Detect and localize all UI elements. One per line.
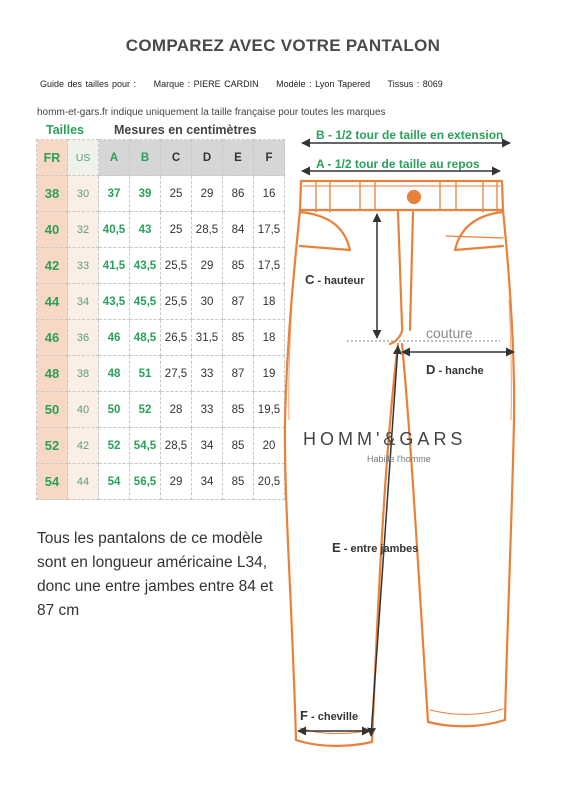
- cell-us: 38: [68, 356, 99, 392]
- cell-e: 84: [223, 212, 254, 248]
- cell-c: 28: [161, 392, 192, 428]
- cell-us: 42: [68, 428, 99, 464]
- cell-a: 40,5: [99, 212, 130, 248]
- cell-fr: 46: [37, 320, 68, 356]
- header-d: D: [192, 140, 223, 176]
- cell-b: 54,5: [130, 428, 161, 464]
- cell-a: 37: [99, 176, 130, 212]
- cell-a: 54: [99, 464, 130, 500]
- cell-f: 20,5: [254, 464, 285, 500]
- e-letter: E: [332, 540, 341, 555]
- cell-b: 45,5: [130, 284, 161, 320]
- cell-c: 25,5: [161, 284, 192, 320]
- header-c: C: [161, 140, 192, 176]
- cell-e: 87: [223, 284, 254, 320]
- c-text: - hauteur: [314, 275, 365, 287]
- cell-f: 17,5: [254, 212, 285, 248]
- mesures-heading: Mesures en centimètres: [114, 123, 257, 137]
- cell-fr: 44: [37, 284, 68, 320]
- cell-b: 52: [130, 392, 161, 428]
- cell-d: 28,5: [192, 212, 223, 248]
- cell-e: 85: [223, 428, 254, 464]
- e-label: [332, 540, 418, 555]
- cell-f: 18: [254, 320, 285, 356]
- cell-c: 29: [161, 464, 192, 500]
- length-note: Tous les pantalons de ce modèle sont en longueur américaine L34, donc une entre jambes entre 84 et 87 cm: [37, 530, 274, 619]
- cell-us: 32: [68, 212, 99, 248]
- cell-fr: 54: [37, 464, 68, 500]
- d-text: - hanche: [435, 365, 484, 377]
- cell-e: 86: [223, 176, 254, 212]
- cell-us: 30: [68, 176, 99, 212]
- f-letter: F: [300, 708, 308, 723]
- cell-d: 34: [192, 428, 223, 464]
- sizing-note: homm-et-gars.fr indique uniquement la taille française pour toutes les marques: [37, 107, 386, 118]
- cell-d: 33: [192, 392, 223, 428]
- cell-e: 85: [223, 320, 254, 356]
- cell-f: 19,5: [254, 392, 285, 428]
- header-us: US: [68, 140, 99, 176]
- cell-c: 25,5: [161, 248, 192, 284]
- d-label: [426, 362, 484, 377]
- cell-fr: 48: [37, 356, 68, 392]
- cell-fr: 42: [37, 248, 68, 284]
- header-fr: FR: [37, 140, 68, 176]
- guide-brand: Marque : PIERE CARDIN: [153, 79, 259, 89]
- cell-f: 16: [254, 176, 285, 212]
- cell-d: 34: [192, 464, 223, 500]
- cell-d: 33: [192, 356, 223, 392]
- header-e: E: [223, 140, 254, 176]
- cell-c: 27,5: [161, 356, 192, 392]
- cell-b: 43,5: [130, 248, 161, 284]
- cell-fr: 38: [37, 176, 68, 212]
- f-text: - cheville: [307, 711, 359, 723]
- cell-us: 34: [68, 284, 99, 320]
- cell-c: 25: [161, 176, 192, 212]
- cell-fr: 52: [37, 428, 68, 464]
- cell-d: 30: [192, 284, 223, 320]
- cell-d: 29: [192, 176, 223, 212]
- d-letter: D: [426, 362, 436, 377]
- brand-tagline: Habille l'homme: [367, 454, 431, 464]
- b-label: B - 1/2 tour de taille en extension: [316, 128, 504, 142]
- e-text: - entre jambes: [340, 543, 419, 555]
- cell-f: 18: [254, 284, 285, 320]
- brand-logo-text: HOMM'&GARS: [303, 429, 467, 449]
- cell-e: 85: [223, 464, 254, 500]
- guide-model: Modèle : Lyon Tapered: [276, 79, 371, 89]
- f-label: [300, 708, 358, 723]
- cell-c: 28,5: [161, 428, 192, 464]
- cell-us: 33: [68, 248, 99, 284]
- cell-b: 56,5: [130, 464, 161, 500]
- cell-b: 39: [130, 176, 161, 212]
- cell-f: 19: [254, 356, 285, 392]
- a-label: A - 1/2 tour de taille au repos: [316, 157, 480, 171]
- cell-us: 36: [68, 320, 99, 356]
- cell-a: 52: [99, 428, 130, 464]
- cell-e: 85: [223, 392, 254, 428]
- cell-b: 51: [130, 356, 161, 392]
- cell-e: 85: [223, 248, 254, 284]
- cell-f: 20: [254, 428, 285, 464]
- cell-d: 29: [192, 248, 223, 284]
- cell-us: 40: [68, 392, 99, 428]
- c-label: [305, 272, 365, 287]
- cell-a: 50: [99, 392, 130, 428]
- cell-a: 46: [99, 320, 130, 356]
- cell-fr: 40: [37, 212, 68, 248]
- header-b: B: [130, 140, 161, 176]
- couture-label: couture: [426, 325, 473, 341]
- cell-us: 44: [68, 464, 99, 500]
- cell-fr: 50: [37, 392, 68, 428]
- cell-a: 48: [99, 356, 130, 392]
- cell-a: 43,5: [99, 284, 130, 320]
- header-f: F: [254, 140, 285, 176]
- cell-c: 25: [161, 212, 192, 248]
- cell-c: 26,5: [161, 320, 192, 356]
- guide-prefix: Guide des tailles pour :: [40, 79, 137, 89]
- cell-f: 17,5: [254, 248, 285, 284]
- header-a: A: [99, 140, 130, 176]
- cell-b: 43: [130, 212, 161, 248]
- tailles-heading: Tailles: [46, 123, 84, 137]
- guide-fabric: Tissus : 8069: [387, 79, 443, 89]
- cell-d: 31,5: [192, 320, 223, 356]
- cell-e: 87: [223, 356, 254, 392]
- page-title: COMPAREZ AVEC VOTRE PANTALON: [125, 36, 441, 55]
- cell-a: 41,5: [99, 248, 130, 284]
- c-letter: C: [305, 272, 315, 287]
- cell-b: 48,5: [130, 320, 161, 356]
